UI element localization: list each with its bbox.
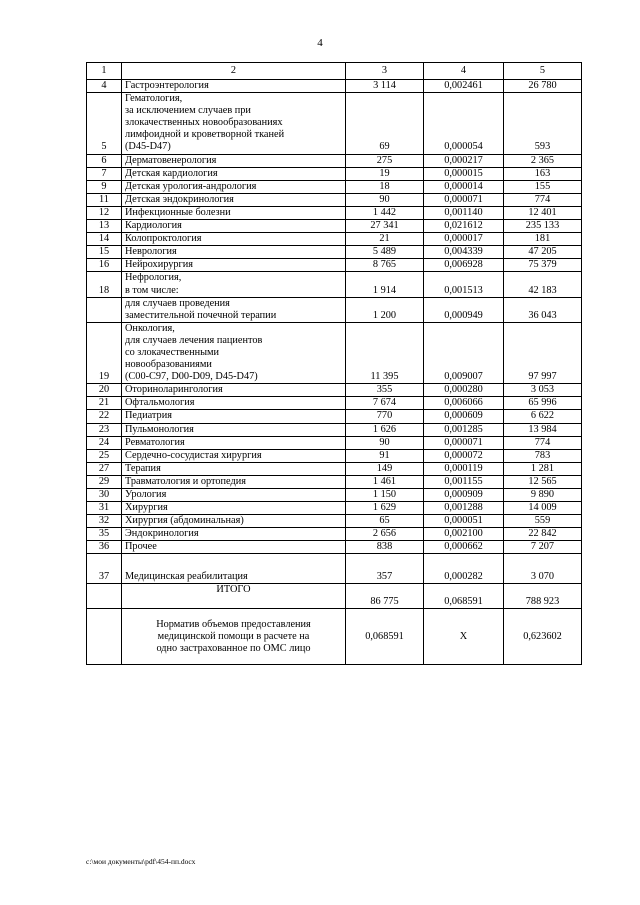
- row-number: 6: [87, 154, 122, 167]
- row-value-col5: 163: [504, 167, 582, 180]
- total-label: ИТОГО: [122, 584, 346, 609]
- row-value-col4: 0,000054: [424, 93, 504, 154]
- row-value-col5: 3 053: [504, 384, 582, 397]
- row-value-col3: 69: [346, 93, 424, 154]
- row-value-col5: 36 043: [504, 297, 582, 322]
- table-row: [87, 180, 582, 193]
- row-value-col4: 0,001155: [424, 475, 504, 488]
- row-value-col4: 0,001513: [424, 272, 504, 297]
- data-table: [86, 62, 582, 665]
- row-number: 30: [87, 489, 122, 502]
- table-row: [87, 475, 582, 488]
- row-number: 16: [87, 259, 122, 272]
- row-number: 7: [87, 167, 122, 180]
- row-profile-name: Детская урология-андрология: [122, 180, 346, 193]
- table-row: [87, 246, 582, 259]
- column-header: 1: [87, 63, 122, 80]
- row-number: 37: [87, 554, 122, 584]
- row-number: 32: [87, 515, 122, 528]
- row-number: 4: [87, 80, 122, 93]
- row-value-col3: 11 395: [346, 322, 424, 383]
- row-value-col4: 0,006928: [424, 259, 504, 272]
- row-value-col5: 235 133: [504, 220, 582, 233]
- table-row: [87, 423, 582, 436]
- row-number: 29: [87, 475, 122, 488]
- table-row: [87, 80, 582, 93]
- norm-label: Норматив объемов предоставления медицинской помощи в расчете на одно застрахованное по ОМС лицо: [122, 609, 346, 665]
- norm-value-col4: Х: [424, 609, 504, 665]
- table-row: [87, 297, 582, 322]
- table-row: [87, 233, 582, 246]
- row-profile-name: Пульмонология: [122, 423, 346, 436]
- row-number: 13: [87, 220, 122, 233]
- row-value-col4: 0,009007: [424, 322, 504, 383]
- row-value-col5: 181: [504, 233, 582, 246]
- row-value-col4: 0,021612: [424, 220, 504, 233]
- row-profile-name: Нефрология, в том числе:: [122, 272, 346, 297]
- total-value-col3: 86 775: [346, 584, 424, 609]
- row-profile-name: Колопроктология: [122, 233, 346, 246]
- column-header: 3: [346, 63, 424, 80]
- row-profile-name: Ревматология: [122, 436, 346, 449]
- row-value-col3: 18: [346, 180, 424, 193]
- row-number: 36: [87, 541, 122, 554]
- row-profile-name: Травматология и ортопедия: [122, 475, 346, 488]
- row-value-col5: 774: [504, 436, 582, 449]
- norm-number: [87, 609, 122, 665]
- row-number: 5: [87, 93, 122, 154]
- total-row: [87, 584, 582, 609]
- row-value-col5: 593: [504, 93, 582, 154]
- row-profile-name: Сердечно-сосудистая хирургия: [122, 449, 346, 462]
- row-profile-name: Хирургия (абдоминальная): [122, 515, 346, 528]
- row-value-col5: 6 622: [504, 410, 582, 423]
- row-value-col3: 1 150: [346, 489, 424, 502]
- row-value-col3: 7 674: [346, 397, 424, 410]
- row-number: 14: [87, 233, 122, 246]
- row-value-col4: 0,002461: [424, 80, 504, 93]
- row-value-col5: 3 070: [504, 554, 582, 584]
- row-value-col4: 0,004339: [424, 246, 504, 259]
- row-value-col3: 27 341: [346, 220, 424, 233]
- row-value-col4: 0,000072: [424, 449, 504, 462]
- table-row: [87, 384, 582, 397]
- table-row: [87, 167, 582, 180]
- row-value-col3: 1 914: [346, 272, 424, 297]
- table-row: [87, 515, 582, 528]
- row-profile-name: Неврология: [122, 246, 346, 259]
- row-value-col3: 91: [346, 449, 424, 462]
- table-row: [87, 541, 582, 554]
- row-profile-name: Онкология, для случаев лечения пациентов со злокачественными новообразованиями (C00-C97, D00-D09, D45-D47): [122, 322, 346, 383]
- row-profile-name: Медицинская реабилитация: [122, 554, 346, 584]
- row-value-col5: 9 890: [504, 489, 582, 502]
- row-value-col4: 0,000119: [424, 462, 504, 475]
- row-value-col5: 65 996: [504, 397, 582, 410]
- row-profile-name: Детская эндокринология: [122, 193, 346, 206]
- row-value-col3: 3 114: [346, 80, 424, 93]
- row-value-col4: 0,000071: [424, 436, 504, 449]
- row-profile-name: Кардиология: [122, 220, 346, 233]
- row-value-col4: 0,000909: [424, 489, 504, 502]
- row-value-col4: 0,000609: [424, 410, 504, 423]
- total-number: [87, 584, 122, 609]
- row-number: 20: [87, 384, 122, 397]
- row-value-col4: 0,006066: [424, 397, 504, 410]
- row-number: 15: [87, 246, 122, 259]
- row-value-col5: 7 207: [504, 541, 582, 554]
- column-header: 4: [424, 63, 504, 80]
- row-profile-name: для случаев проведения заместительной почечной терапии: [122, 297, 346, 322]
- row-value-col5: 12 565: [504, 475, 582, 488]
- row-profile-name: Гастроэнтерология: [122, 80, 346, 93]
- column-header: 5: [504, 63, 582, 80]
- row-profile-name: Офтальмология: [122, 397, 346, 410]
- row-number: 25: [87, 449, 122, 462]
- row-value-col3: 90: [346, 193, 424, 206]
- row-value-col3: 275: [346, 154, 424, 167]
- table-row: [87, 220, 582, 233]
- row-value-col3: 1 200: [346, 297, 424, 322]
- table-row: [87, 322, 582, 383]
- row-value-col4: 0,002100: [424, 528, 504, 541]
- row-value-col5: 22 842: [504, 528, 582, 541]
- column-header: 2: [122, 63, 346, 80]
- row-value-col3: 770: [346, 410, 424, 423]
- row-value-col5: 13 984: [504, 423, 582, 436]
- row-value-col5: 47 205: [504, 246, 582, 259]
- row-value-col4: 0,000015: [424, 167, 504, 180]
- row-value-col3: 149: [346, 462, 424, 475]
- row-number: [87, 297, 122, 322]
- row-profile-name: Терапия: [122, 462, 346, 475]
- total-value-col5: 788 923: [504, 584, 582, 609]
- row-value-col3: 5 489: [346, 246, 424, 259]
- table-row: [87, 489, 582, 502]
- row-profile-name: Детская кардиология: [122, 167, 346, 180]
- row-value-col3: 65: [346, 515, 424, 528]
- row-number: 24: [87, 436, 122, 449]
- table-row: [87, 436, 582, 449]
- row-value-col5: 42 183: [504, 272, 582, 297]
- row-value-col4: 0,000014: [424, 180, 504, 193]
- page-number: 4: [317, 37, 323, 49]
- row-value-col4: 0,000217: [424, 154, 504, 167]
- row-value-col5: 26 780: [504, 80, 582, 93]
- row-value-col3: 21: [346, 233, 424, 246]
- row-value-col4: 0,000662: [424, 541, 504, 554]
- row-number: 23: [87, 423, 122, 436]
- table-row: [87, 462, 582, 475]
- row-profile-name: Нейрохирургия: [122, 259, 346, 272]
- table-row: [87, 410, 582, 423]
- row-profile-name: Эндокринология: [122, 528, 346, 541]
- row-value-col4: 0,000071: [424, 193, 504, 206]
- table-row: [87, 206, 582, 219]
- table-row: [87, 554, 582, 584]
- norm-row: [87, 609, 582, 665]
- table-row: [87, 259, 582, 272]
- row-number: 11: [87, 193, 122, 206]
- row-value-col4: 0,001288: [424, 502, 504, 515]
- norm-value-col3: 0,068591: [346, 609, 424, 665]
- row-profile-name: Инфекционные болезни: [122, 206, 346, 219]
- table-row: [87, 449, 582, 462]
- row-value-col5: 12 401: [504, 206, 582, 219]
- row-value-col5: 97 997: [504, 322, 582, 383]
- table-row: [87, 154, 582, 167]
- row-profile-name: Хирургия: [122, 502, 346, 515]
- row-value-col3: 19: [346, 167, 424, 180]
- row-value-col3: 2 656: [346, 528, 424, 541]
- row-value-col5: 75 379: [504, 259, 582, 272]
- row-value-col5: 2 365: [504, 154, 582, 167]
- row-number: 19: [87, 322, 122, 383]
- row-value-col4: 0,000949: [424, 297, 504, 322]
- row-number: 21: [87, 397, 122, 410]
- row-number: 18: [87, 272, 122, 297]
- row-value-col4: 0,000051: [424, 515, 504, 528]
- row-number: 27: [87, 462, 122, 475]
- header-row: [87, 63, 582, 80]
- row-number: 31: [87, 502, 122, 515]
- table-row: [87, 528, 582, 541]
- row-value-col5: 1 281: [504, 462, 582, 475]
- row-value-col3: 1 626: [346, 423, 424, 436]
- row-value-col5: 155: [504, 180, 582, 193]
- row-value-col3: 1 442: [346, 206, 424, 219]
- row-value-col4: 0,000282: [424, 554, 504, 584]
- row-profile-name: Дерматовенерология: [122, 154, 346, 167]
- row-value-col3: 1 629: [346, 502, 424, 515]
- footer-file-path: c:\мои документы\pdf\454-пп.docx: [86, 857, 196, 866]
- row-profile-name: Педиатрия: [122, 410, 346, 423]
- row-value-col5: 783: [504, 449, 582, 462]
- row-profile-name: Оториноларингология: [122, 384, 346, 397]
- row-value-col4: 0,001285: [424, 423, 504, 436]
- row-profile-name: Урология: [122, 489, 346, 502]
- row-value-col5: 559: [504, 515, 582, 528]
- table-row: [87, 502, 582, 515]
- total-value-col4: 0,068591: [424, 584, 504, 609]
- row-value-col4: 0,000280: [424, 384, 504, 397]
- row-value-col5: 774: [504, 193, 582, 206]
- row-value-col3: 8 765: [346, 259, 424, 272]
- norm-value-col5: 0,623602: [504, 609, 582, 665]
- row-number: 9: [87, 180, 122, 193]
- table-row: [87, 93, 582, 154]
- row-value-col3: 90: [346, 436, 424, 449]
- table-row: [87, 272, 582, 297]
- row-profile-name: Прочее: [122, 541, 346, 554]
- row-value-col3: 1 461: [346, 475, 424, 488]
- row-number: 35: [87, 528, 122, 541]
- row-number: 12: [87, 206, 122, 219]
- row-profile-name: Гематология, за исключением случаев при злокачественных новообразованиях лимфоидной и кроветворной тканей (D45-D47): [122, 93, 346, 154]
- table-row: [87, 193, 582, 206]
- row-value-col4: 0,001140: [424, 206, 504, 219]
- row-value-col3: 355: [346, 384, 424, 397]
- row-value-col3: 838: [346, 541, 424, 554]
- row-number: 22: [87, 410, 122, 423]
- table-row: [87, 397, 582, 410]
- row-value-col3: 357: [346, 554, 424, 584]
- row-value-col5: 14 009: [504, 502, 582, 515]
- row-value-col4: 0,000017: [424, 233, 504, 246]
